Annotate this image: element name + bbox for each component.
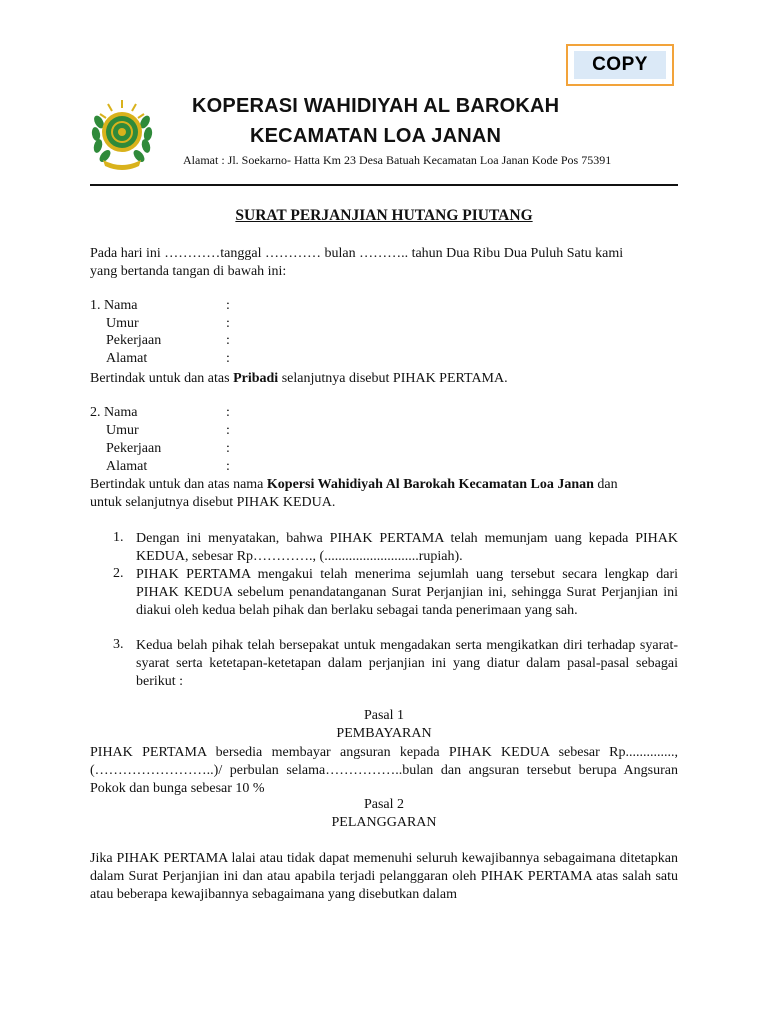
intro-line-1: Pada hari ini …………tanggal ………… bulan ……….. tahun Dua Ribu Dua Puluh Satu kami (90, 246, 624, 261)
cooperative-logo (89, 92, 155, 174)
party2-age-label: Umur (106, 423, 139, 438)
clause-3-text: Kedua belah pihak telah bersepakat untuk mengadakan serta mengikatkan diri terhadap syarat-syarat serta ketetapan-ketetapan dalam perjanjian ini yang diatur dalam pasal-pasal sebagai berikut : (136, 638, 678, 689)
organization-name: KOPERASI WAHIDIYAH AL BAROKAH (192, 95, 560, 117)
party1-name-label: 1. Nama (90, 298, 138, 313)
document-title: SURAT PERJANJIAN HUTANG PIUTANG (235, 207, 533, 224)
party1-address-label: Alamat (106, 351, 148, 366)
pasal-1-number: Pasal 1 (363, 708, 405, 723)
intro-line-2: yang bertanda tangan di bawah ini: (90, 264, 287, 279)
party2-address-colon: : (226, 459, 230, 474)
pasal-2-number: Pasal 2 (363, 797, 405, 812)
party1-job-label: Pekerjaan (106, 333, 162, 348)
party1-address-colon: : (226, 351, 230, 366)
copy-stamp-label: COPY (574, 51, 666, 79)
pasal-1-heading: PEMBAYARAN (336, 726, 432, 741)
pasal-2-heading: PELANGGARAN (331, 815, 437, 830)
party2-job-colon: : (226, 441, 230, 456)
pasal-1-text: PIHAK PERTAMA bersedia membayar angsuran kepada PIHAK KEDUA sebesar Rp.............., (……………………..)/ perbulan selama……………..bulan dan angsuran tersebut berupa Angsuran Pokok dan bunga sebesar 10 % (90, 745, 678, 796)
clause-1-number: 1. (113, 530, 124, 545)
pasal-2-text: Jika PIHAK PERTAMA lalai atau tidak dapat memenuhi seluruh kewajibannya sebagaimana ditetapkan dalam Surat Perjanjian ini dan atau apabila terjadi pelanggaran oleh PIHAK PERTAMA atas salah satu atau beberapa kewajibannya sebagaimana yang disebutkan dalam (90, 851, 678, 902)
party2-address-label: Alamat (106, 459, 148, 474)
organization-subtitle: KECAMATAN LOA JANAN (250, 125, 502, 147)
party2-age-colon: : (226, 423, 230, 438)
party1-age-label: Umur (106, 316, 139, 331)
party2-statement-line-2: untuk selanjutnya disebut PIHAK KEDUA. (90, 495, 336, 510)
clause-2-number: 2. (113, 566, 124, 581)
party2-name-label: 2. Nama (90, 405, 138, 420)
clause-2-text: PIHAK PERTAMA mengakui telah menerima sejumlah uang tersebut secara lengkap dari PIHAK KEDUA sebelum penandatanganan Surat Perjanjian ini, sehingga Surat Perjanjian ini diakui oleh kedua belah pihak dan berlaku sebagai tanda penerimaan yang sah. (136, 567, 678, 618)
clause-1-text: Dengan ini menyatakan, bahwa PIHAK PERTAMA telah memunjam uang kepada PIHAK KEDUA, sebesar Rp…………., (...........................rupiah). (136, 531, 678, 564)
copy-stamp (566, 44, 674, 86)
organization-address: Alamat : Jl. Soekarno- Hatta Km 23 Desa Batuah Kecamatan Loa Janan Kode Pos 75391 (183, 153, 612, 167)
clause-3-number: 3. (113, 637, 124, 652)
party2-name-colon: : (226, 405, 230, 420)
header-divider (90, 184, 678, 186)
party1-name-colon: : (226, 298, 230, 313)
party1-statement: Bertindak untuk dan atas Pribadi selanjutnya disebut PIHAK PERTAMA. (90, 371, 508, 386)
party2-statement: Bertindak untuk dan atas nama Kopersi Wahidiyah Al Barokah Kecamatan Loa Janan dan (90, 477, 618, 492)
party1-job-colon: : (226, 333, 230, 348)
party2-job-label: Pekerjaan (106, 441, 162, 456)
party1-age-colon: : (226, 316, 230, 331)
